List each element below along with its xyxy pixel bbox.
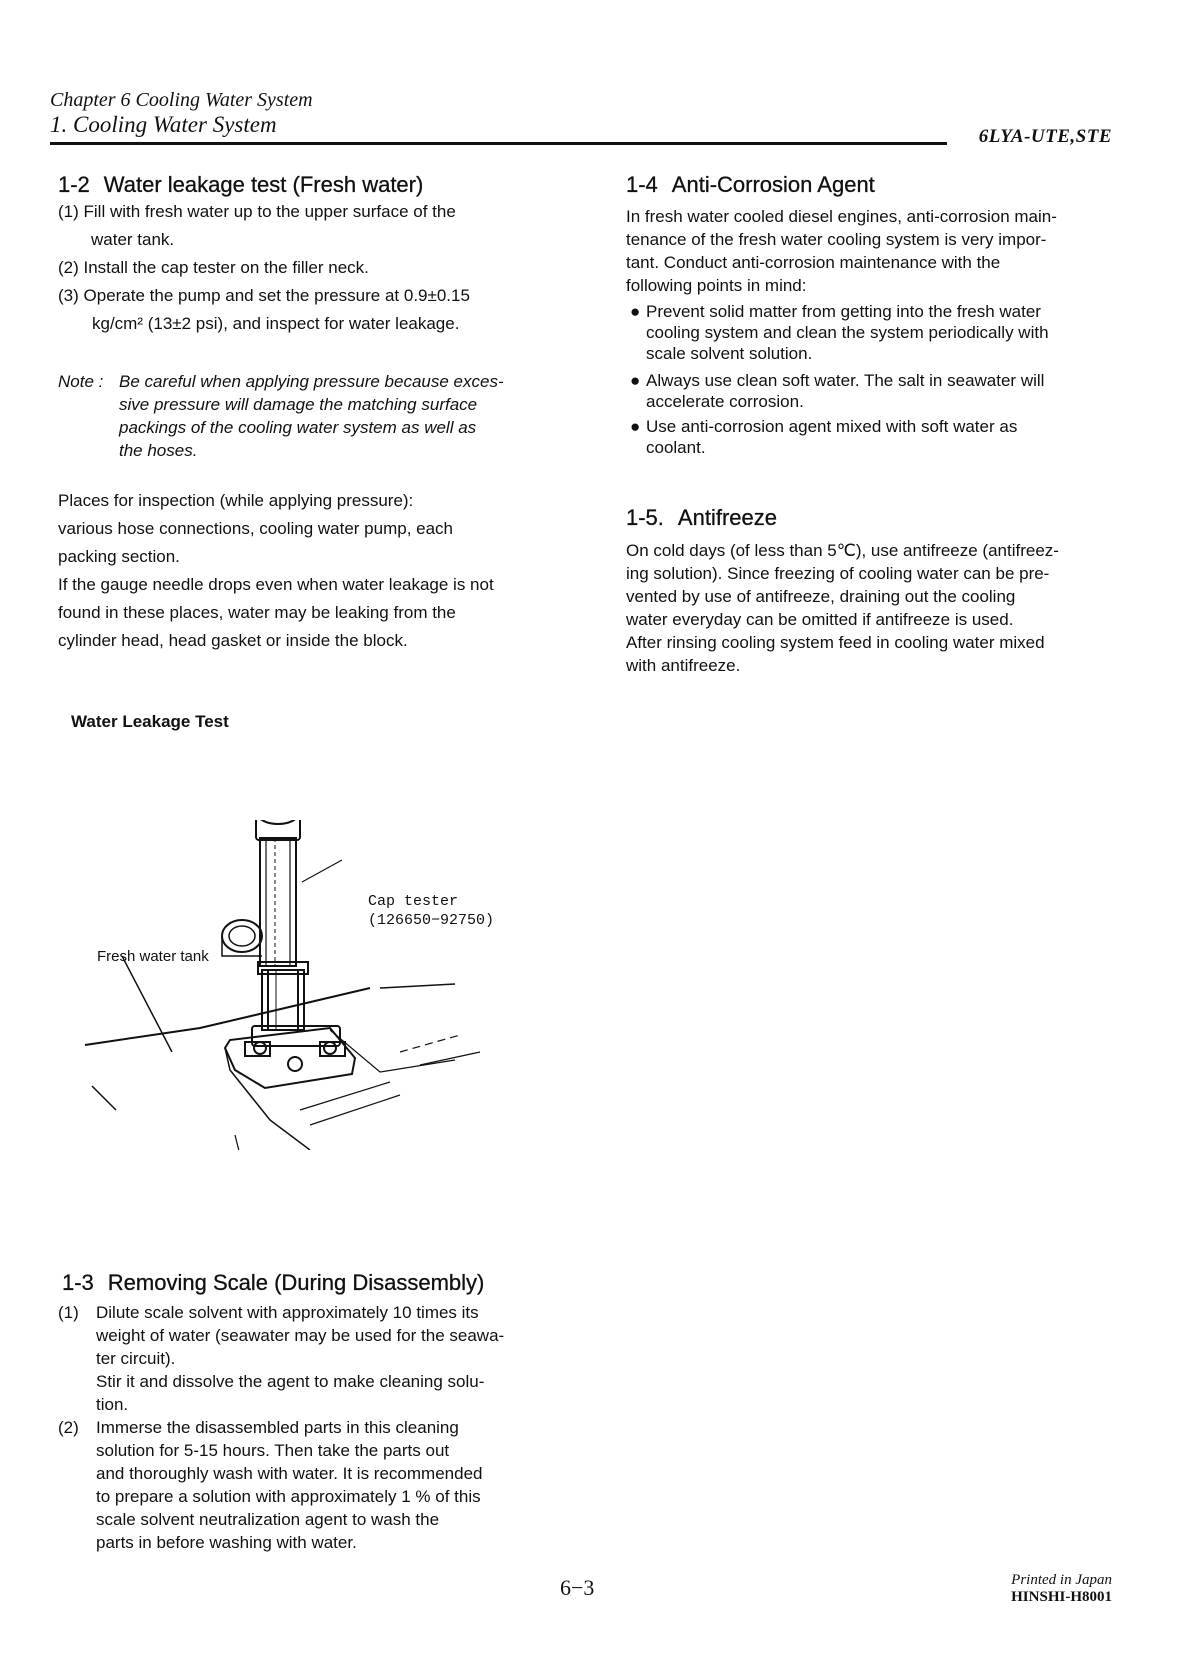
scale-item-1-num: (1)	[58, 1303, 79, 1322]
gauge-line-1: If the gauge needle drops even when water leakage is not	[58, 575, 494, 594]
section-title: 1. Cooling Water System	[50, 112, 277, 137]
antifreeze-line-4: water everyday can be omitted if antifreeze is used.	[626, 610, 1014, 629]
bullet-dot-1: ●	[630, 302, 641, 321]
antifreeze-line-3: vented by use of antifreeze, draining out the cooling	[626, 587, 1016, 606]
scale-item-2-line-6: parts in before washing with water.	[96, 1533, 357, 1552]
note-line-2: sive pressure will damage the matching surface	[119, 395, 478, 414]
scale-item-2-num: (2)	[58, 1418, 79, 1437]
document-code: HINSHI-H8001	[1011, 1589, 1112, 1605]
scale-item-2-line-3: and thoroughly wash with water. It is recommended	[96, 1464, 483, 1483]
places-line-3: packing section.	[58, 547, 180, 566]
step-1: (1) Fill with fresh water up to the upper surface of the	[58, 202, 456, 221]
note-line-1: Be careful when applying pressure because exces-	[119, 372, 504, 391]
footer-print-info	[1011, 1572, 1112, 1606]
heading-1-2: 1-2 Water leakage test (Fresh water)	[58, 172, 424, 197]
bullet-dot-2: ●	[630, 371, 641, 390]
places-line-1: Places for inspection (while applying pressure):	[58, 491, 414, 510]
bullet-3-line-2: coolant.	[646, 438, 706, 457]
figure-caption: Water Leakage Test	[71, 712, 229, 731]
note-line-4: the hoses.	[119, 441, 198, 460]
step-2: (2) Install the cap tester on the filler neck.	[58, 258, 369, 277]
scale-item-1-line-4: Stir it and dissolve the agent to make cleaning solu-	[96, 1372, 485, 1391]
scale-item-1-line-5: tion.	[96, 1395, 129, 1414]
step-1-cont: water tank.	[91, 230, 175, 249]
heading-1-3: 1-3 Removing Scale (During Disassembly)	[62, 1270, 485, 1295]
header-rule	[50, 142, 947, 145]
step-3: (3) Operate the pump and set the pressure at 0.9±0.15	[58, 286, 470, 305]
bullet-1-line-3: scale solvent solution.	[646, 344, 813, 363]
gauge-line-3: cylinder head, head gasket or inside the block.	[58, 631, 408, 650]
label-cap-tester: Cap tester	[368, 893, 459, 910]
scale-item-1-line-2: weight of water (seawater may be used for the seawa-	[96, 1326, 505, 1345]
antifreeze-line-2: ing solution). Since freezing of cooling water can be pre-	[626, 564, 1050, 583]
anticorrosion-p-4: following points in mind:	[626, 276, 807, 295]
chapter-title: Chapter 6 Cooling Water System	[50, 89, 313, 111]
anticorrosion-p-2: tenance of the fresh water cooling system is very impor-	[626, 230, 1047, 249]
places-line-2: various hose connections, cooling water pump, each	[58, 519, 454, 538]
anticorrosion-p-1: In fresh water cooled diesel engines, anti-corrosion main-	[626, 207, 1057, 226]
bullet-dot-3: ●	[630, 417, 641, 436]
scale-item-2-line-1: Immerse the disassembled parts in this cleaning	[96, 1418, 459, 1437]
gauge-line-2: found in these places, water may be leaking from the	[58, 603, 456, 622]
scale-item-2-line-5: scale solvent neutralization agent to wash the	[96, 1510, 440, 1529]
bullet-1-line-2: cooling system and clean the system periodically with	[646, 323, 1049, 342]
antifreeze-line-6: with antifreeze.	[626, 656, 741, 675]
bullet-3-line-1: Use anti-corrosion agent mixed with soft water as	[646, 417, 1018, 436]
model-name: 6LYA-UTE,STE	[978, 126, 1112, 147]
note-line-3: packings of the cooling water system as well as	[119, 418, 477, 437]
bullet-2-line-1: Always use clean soft water. The salt in seawater will	[646, 371, 1045, 390]
bullet-1-line-1: Prevent solid matter from getting into the fresh water	[646, 302, 1041, 321]
heading-1-4: 1-4 Anti-Corrosion Agent	[626, 172, 875, 197]
bullet-2-line-2: accelerate corrosion.	[646, 392, 804, 411]
label-fresh-water-tank: Fresh water tank	[97, 948, 209, 965]
scale-item-1-line-3: ter circuit).	[96, 1349, 176, 1368]
printed-in: Printed in Japan	[1011, 1572, 1112, 1588]
anticorrosion-p-3: tant. Conduct anti-corrosion maintenance with the	[626, 253, 1001, 272]
label-part-number: (126650−92750)	[368, 912, 495, 929]
scale-item-1-line-1: Dilute scale solvent with approximately 10 times its	[96, 1303, 479, 1322]
page-number: 6−3	[560, 1575, 595, 1600]
antifreeze-line-1: On cold days (of less than 5℃), use antifreeze (antifreez-	[626, 541, 1059, 560]
scale-item-2-line-2: solution for 5-15 hours. Then take the parts out	[96, 1441, 450, 1460]
heading-1-5: 1-5. Antifreeze	[626, 505, 777, 530]
antifreeze-line-5: After rinsing cooling system feed in cooling water mixed	[626, 633, 1045, 652]
water-leakage-illustration	[80, 820, 520, 1150]
note-label: Note :	[58, 372, 104, 391]
step-3-cont: kg/cm² (13±2 psi), and inspect for water leakage.	[92, 314, 460, 333]
scale-item-2-line-4: to prepare a solution with approximately 1 % of this	[96, 1487, 481, 1506]
